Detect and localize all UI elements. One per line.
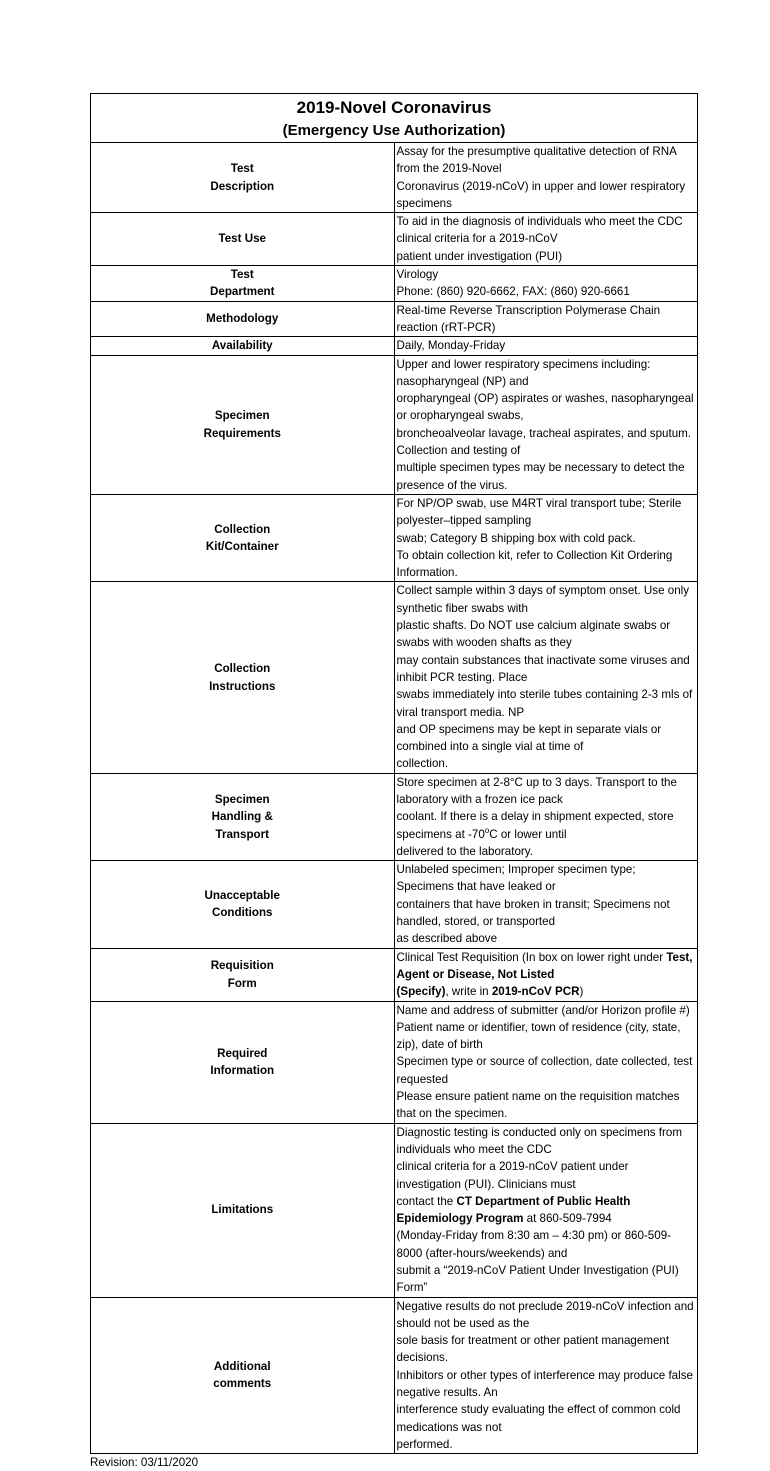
row-collection-instructions	[91, 582, 698, 773]
value-test-use: To aid in the diagnosis of individuals who meet the CDC clinical criteria for a 2019-nCoV patient under investigation (PUI)	[394, 213, 698, 266]
label-requisition-form: Requisition Form	[91, 948, 395, 1001]
value-specimen-requirements: Upper and lower respiratory specimens including: nasopharyngeal (NP) and oropharyngeal (OP) aspirates or washes, nasopharyngeal or oropharyngeal swabs, broncheoalveolar lavage, tracheal aspirates, and sputum. Collection and testing of multiple specimen types may be necessary to detect the presence of the virus.	[394, 355, 698, 494]
label-required-information: Required Information	[91, 1001, 395, 1123]
label-collection-kit: Collection Kit/Container	[91, 494, 395, 581]
label-test-department: Test Department	[91, 266, 395, 302]
label-methodology: Methodology	[91, 301, 395, 337]
value-availability: Daily, Monday-Friday	[394, 337, 698, 355]
requisition-line-1: Clinical Test Requisition (In box on lower right under Test, Agent or Disease, Not Listed	[396, 950, 693, 981]
value-unacceptable-conditions: Unlabeled specimen; Improper specimen type; Specimens that have leaked or containers that have broken in transit; Specimens not handled, stored, or transported as described above	[394, 861, 698, 948]
row-specimen-requirements	[91, 355, 698, 494]
row-unacceptable-conditions	[91, 861, 698, 948]
document-title: 2019-Novel Coronavirus	[296, 98, 492, 117]
row-availability	[91, 337, 698, 355]
value-required-information: Name and address of submitter (and/or Horizon profile #) Patient name or identifier, town of residence (city, state, zip), date of birth Specimen type or source of collection, date collected, test requested Please ensure patient name on the requisition matches that on the specimen.	[394, 1001, 698, 1123]
label-limitations: Limitations	[91, 1123, 395, 1297]
row-limitations	[91, 1123, 698, 1297]
row-collection-kit	[91, 494, 698, 581]
value-test-department: Virology Phone: (860) 920-6662, FAX: (860) 920-6661	[394, 266, 698, 302]
row-methodology	[91, 301, 698, 337]
document-subtitle: (Emergency Use Authorization)	[282, 122, 506, 139]
value-collection-instructions: Collect sample within 3 days of symptom onset. Use only synthetic fiber swabs with plastic shafts. Do NOT use calcium alginate swabs or swabs with wooden shafts as they may contain substances that inactivate some viruses and inhibit PCR testing. Place swabs immediately into sterile tubes containing 2-3 mls of viral transport media. NP and OP specimens may be kept in separate vials or combined into a single vial at time of collection.	[394, 582, 698, 773]
row-required-information	[91, 1001, 698, 1123]
value-specimen-handling: Store specimen at 2-8°C up to 3 days. Transport to the laboratory with a frozen ice pack coolant. If there is a delay in shipment expected, store specimens at -70$^o$C or lower until delivered to the laboratory.	[394, 773, 698, 860]
revision-date: Revision: 03/11/2020	[90, 1456, 199, 1470]
degree-superscript: o	[484, 825, 490, 835]
requisition-line-2: (Specify), write in 2019-nCoV PCR)	[396, 985, 584, 999]
handling-line-2: coolant. If there is a delay in shipment expected, store specimens at -70$^o$C or lower until	[396, 810, 674, 841]
test-info-table	[90, 93, 698, 1454]
title-cell	[91, 94, 698, 143]
row-test-department	[91, 266, 698, 302]
label-test-description: Test Description	[91, 143, 395, 213]
label-additional-comments: Additional comments	[91, 1297, 395, 1454]
value-requisition-form	[394, 948, 698, 1001]
title-row	[91, 94, 698, 143]
row-requisition-form	[91, 948, 698, 1001]
value-limitations: Diagnostic testing is conducted only on specimens from individuals who meet the CDC clinical criteria for a 2019-nCoV patient under investigation (PUI). Clinicians must contact the CT Department of Public Health Epidemiology Program at 860-509-7994 (Monday-Friday from 8:30 am – 4:30 pm) or 860-509-8000 (after-hours/weekends) and submit a “2019-nCoV Patient Under Investigation (PUI) Form”	[394, 1123, 698, 1297]
row-test-description	[91, 143, 698, 213]
label-unacceptable-conditions: Unacceptable Conditions	[91, 861, 395, 948]
row-test-use	[91, 213, 698, 266]
value-methodology: Real-time Reverse Transcription Polymerase Chain reaction (rRT-PCR)	[394, 301, 698, 337]
limitations-line-3: contact the CT Department of Public Health Epidemiology Program at 860-509-7994	[396, 1194, 631, 1226]
label-availability: Availability	[91, 337, 395, 355]
label-collection-instructions: Collection Instructions	[91, 582, 395, 773]
value-test-description: Assay for the presumptive qualitative detection of RNA from the 2019-Novel Coronavirus (2019-nCoV) in upper and lower respiratory specimens	[394, 143, 698, 213]
document	[90, 93, 698, 1471]
row-additional-comments	[91, 1297, 698, 1454]
row-specimen-handling	[91, 773, 698, 860]
value-additional-comments: Negative results do not preclude 2019-nCoV infection and should not be used as the sole basis for treatment or other patient management decisions. Inhibitors or other types of interference may produce false negative results. An interference study evaluating the effect of common cold medications was not performed.	[394, 1297, 698, 1454]
label-test-use: Test Use	[91, 213, 395, 266]
label-specimen-handling: Specimen Handling & Transport	[91, 773, 395, 860]
value-collection-kit: For NP/OP swab, use M4RT viral transport tube; Sterile polyester–tipped sampling swab; Category B shipping box with cold pack. To obtain collection kit, refer to Collection Kit Ordering Information.	[394, 494, 698, 581]
label-specimen-requirements: Specimen Requirements	[91, 355, 395, 494]
